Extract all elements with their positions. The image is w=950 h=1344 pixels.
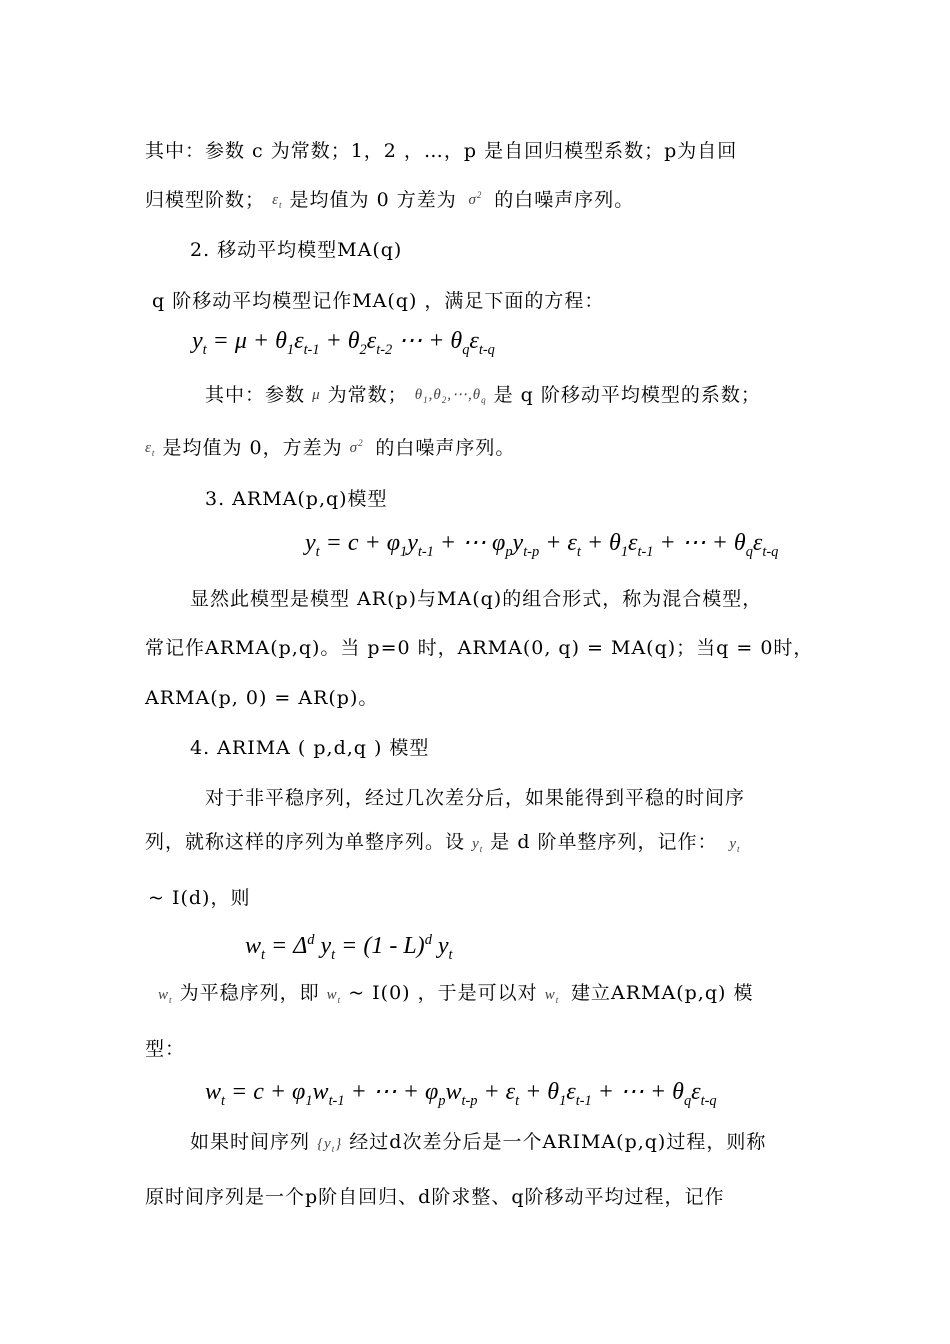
- equation-arma: $y_t = c + \varphi_1y_{t-1}$ + ⋯ $\varphi_py_{t-p} + \varepsilon_t + \theta_1\varepsilon_{t-1}$ + ⋯ + $\theta_q\varepsilon_{t-q}$: [305, 530, 779, 560]
- sigma-squared-symbol: $\sigma^2$: [463, 190, 483, 208]
- text-span: 是均值为 0，方差为: [162, 437, 343, 459]
- text-line: [158, 981, 753, 1012]
- section-heading: 3. ARMA(p,q)模型: [205, 488, 388, 510]
- text-line: [145, 830, 741, 861]
- text-span: 列，就称这样的序列为单整序列。设: [145, 831, 466, 853]
- text-line: 显然此模型是模型 AR(p)与MA(q)的组合形式，称为混合模型，: [190, 588, 763, 610]
- y-t-set-symbol: $\{y_t\}$: [317, 1136, 343, 1154]
- text-line: [145, 431, 515, 465]
- text-line: [190, 1130, 766, 1161]
- equation-arima: $w_t = c + \varphi_1w_{t-1}$ + ⋯ + $\varphi_pw_{t-p} + \varepsilon_t + \theta_1\varepsilon_{t-1}$ + ⋯ + $\theta_q\varepsilon_{t-q}$: [205, 1079, 717, 1109]
- text-line: 原时间序列是一个p阶自回归、d阶求整、q阶移动平均过程，记作: [145, 1186, 725, 1208]
- text-span: 其中：参数: [205, 384, 306, 406]
- text-line: 对于非平稳序列，经过几次差分后，如果能得到平稳的时间序: [205, 787, 746, 809]
- section-heading: 4. ARIMA ( p,d,q ) 模型: [190, 737, 430, 759]
- y-t-symbol: $y_t$: [472, 836, 484, 854]
- text-line: 型：: [145, 1038, 186, 1060]
- w-t-symbol: $w_t$: [326, 987, 342, 1005]
- text-span: 经过d次差分后是一个ARIMA(p,q)过程，则称: [349, 1131, 767, 1153]
- sigma-squared-symbol: $\sigma^2$: [349, 438, 364, 456]
- text-line: q 阶移动平均模型记作MA(q) ，满足下面的方程：: [152, 290, 605, 312]
- epsilon-t-symbol: $\varepsilon_t$: [272, 192, 283, 210]
- text-span: ~ I(0) ，于是可以对: [348, 982, 538, 1004]
- text-line: 其中：参数 c 为常数；1，2 ，…，p 是自回归模型系数；p为自回: [145, 140, 738, 162]
- section-heading: 2. 移动平均模型MA(q): [190, 239, 403, 261]
- text-line: ~ I(d)，则: [148, 887, 251, 909]
- theta-list-symbol: $\theta_1,\theta_2,\cdots,\theta_q$: [414, 387, 487, 405]
- y-t-symbol: $y_t$: [724, 836, 741, 854]
- epsilon-t-symbol: $\varepsilon_t$: [145, 440, 156, 458]
- text-span: 是 d 阶单整序列，记作：: [490, 831, 718, 853]
- equation-difference: $w_t = \Delta^d$ $y_t = (1 - L)^d$ $y_t$: [245, 932, 453, 963]
- text-span: 的白噪声序列。: [494, 189, 635, 211]
- text-line: [205, 383, 761, 412]
- text-span: 为平稳序列，即: [179, 982, 320, 1004]
- text-line: 常记作ARMA(p,q)。当 p=0 时，ARMA(0, q) = MA(q)；当q = 0时，: [145, 637, 814, 659]
- text-span: 是 q 阶移动平均模型的系数；: [493, 384, 761, 406]
- text-span: 如果时间序列: [190, 1131, 311, 1153]
- text-line: ARMA(p, 0) = AR(p)。: [145, 687, 379, 709]
- equation-ma: $y_t = \mu + \theta_1\varepsilon_{t-1} + \theta_2\varepsilon_{t-2}$ ⋯ + $\theta_q\varepsilon_{t-q}$: [192, 328, 495, 358]
- text-span: 的白噪声序列。: [375, 437, 516, 459]
- text-span: 为常数；: [327, 384, 408, 406]
- w-t-symbol: $w_t$: [544, 987, 560, 1005]
- text-span: 是均值为 0 方差为: [289, 189, 457, 211]
- mu-symbol: μ: [312, 387, 321, 403]
- w-t-symbol: $w_t$: [158, 987, 173, 1005]
- text-span: 归模型阶数；: [145, 189, 266, 211]
- text-span: 建立ARMA(p,q) 模: [571, 982, 754, 1004]
- text-line: [145, 183, 634, 217]
